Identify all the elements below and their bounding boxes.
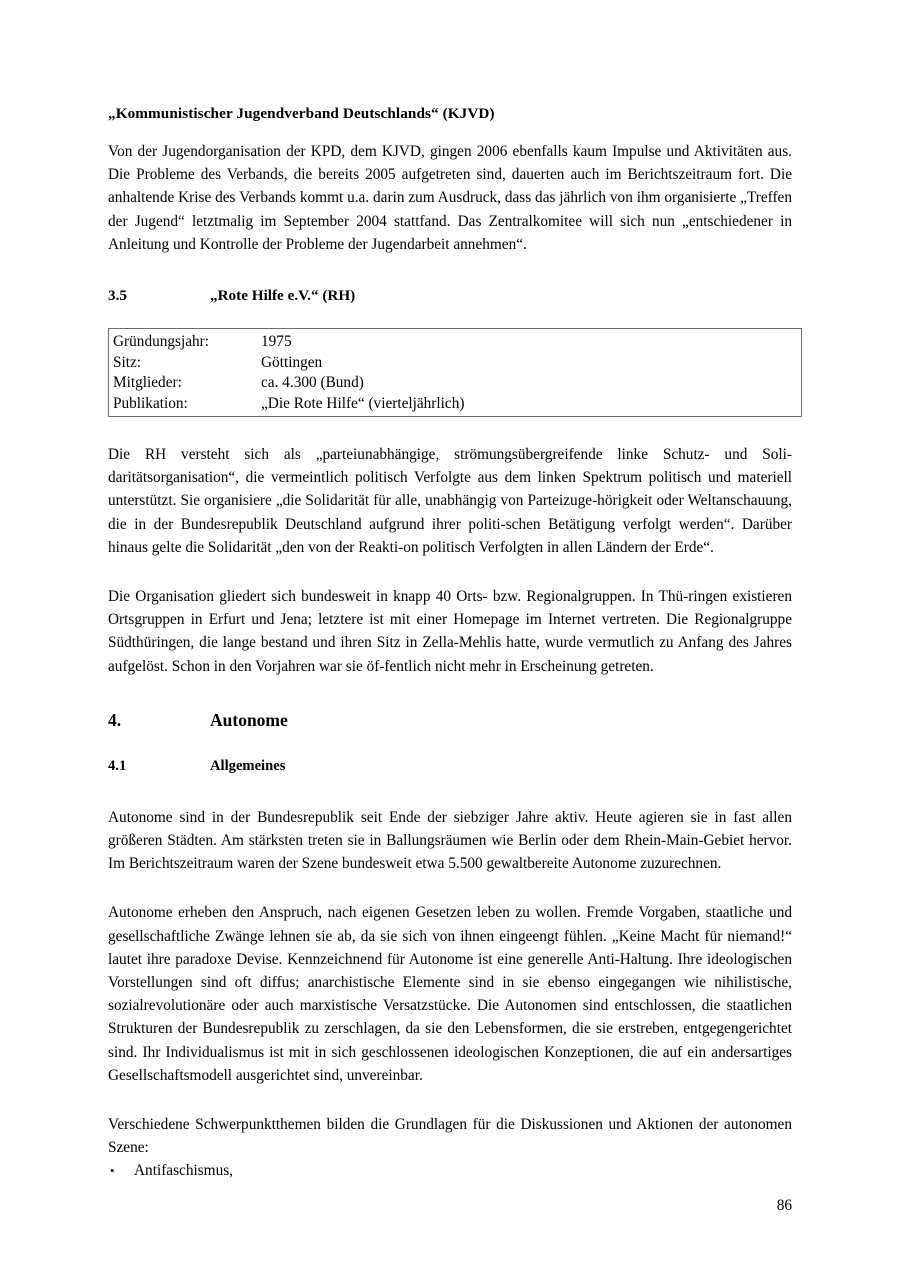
bullet-icon: • (110, 1163, 115, 1179)
heading-rote-hilfe-text: „Rote Hilfe e.V.“ (RH) (210, 287, 356, 305)
autonome-schwerpunkt-list (108, 1159, 792, 1182)
spacer (108, 306, 792, 328)
table-cell-label: Sitz: (113, 353, 142, 371)
table-cell-value: „Die Rote Hilfe“ (vierteljährlich) (261, 394, 465, 412)
spacer (108, 417, 792, 443)
paragraph-kjvd: Von der Jugendorganisation der KPD, dem KJVD, gingen 2006 ebenfalls kaum Impulse und Aktivitäten aus. Die Probleme des Verbands, die bereits 2005 aufgetreten sind, dauerten auch im Berichtszeitraum fort. Die anhaltende Krise des Verbands kommt u.a. darin zum Ausdruck, dass das jährlich von ihm organisierte „Treffen der Jugend“ letztmalig im September 2004 stattfand. Das Zentralkomitee will sich nun „entschiedener in Anleitung und Kontrolle der Probleme der Jugendarbeit annehmen“. (108, 143, 792, 253)
paragraph-autonome-schwerpunkte: Verschiedene Schwerpunktthemen bilden die Grundlagen für die Diskussionen und Aktionen der autonomen Szene: (108, 1116, 792, 1157)
table-cell-label: Mitglieder: (113, 374, 182, 392)
heading-rote-hilfe (108, 286, 792, 306)
heading-allgemeines (108, 756, 792, 776)
page-content (108, 104, 792, 1214)
list-item-label: Antifaschismus, (134, 1162, 233, 1180)
spacer (108, 776, 792, 806)
paragraph-rh-selbstverstaendnis: Die RH versteht sich als „parteiunabhängige, strömungsübergreifende linke Schutz- und Soli-daritätsorganisation“, die vermeintlich politisch Verfolgte aus dem linken Spektrum politisch und materiell unterstützt. Sie organisiere „die Solidarität für alle, unabhängig von Parteizuge-hörigkeit oder Weltanschauung, die in der Bundesrepublik Deutschland aufgrund ihrer politi-schen Betätigung verfolgt werden“. Darüber hinaus gelte die Solidarität „den von der Reakti-on politisch Verfolgten in allen Ländern der Erde“. (108, 446, 792, 556)
table-row (109, 373, 801, 394)
heading-autonome (108, 708, 792, 732)
table-cell-value: ca. 4.300 (Bund) (261, 374, 364, 392)
table-row (109, 332, 801, 353)
table-cell-label: Publikation: (113, 394, 188, 412)
heading-autonome-text: Autonome (210, 709, 288, 730)
spacer (108, 1087, 792, 1113)
spacer (108, 256, 792, 286)
heading-allgemeines-number: 4.1 (108, 757, 127, 774)
page-number: 86 (776, 1197, 792, 1214)
spacer (108, 875, 792, 901)
heading-rote-hilfe-number: 3.5 (108, 287, 127, 305)
heading-allgemeines-text: Allgemeines (210, 757, 286, 774)
list-item (108, 1159, 792, 1182)
heading-kjvd: „Kommunistischer Jugendverband Deutschlands“ (KJVD) (108, 105, 495, 122)
table-row (109, 353, 801, 374)
table-row (109, 394, 801, 415)
table-cell-value: Göttingen (261, 353, 323, 371)
spacer (108, 559, 792, 585)
paragraph-autonome-aktiv: Autonome sind in der Bundesrepublik seit Ende der siebziger Jahre aktiv. Heute agieren sie in fast allen größeren Städten. Am stärksten treten sie in Ballungsräumen wie Berlin oder dem Rhein-Main-Gebiet hervor. Im Berichtszeitraum waren der Szene bundesweit etwa 5.500 gewaltbereite Autonome zuzurechnen. (108, 808, 792, 873)
spacer (108, 678, 792, 708)
rote-hilfe-fact-table (108, 328, 802, 417)
paragraph-rh-organisation: Die Organisation gliedert sich bundesweit in knapp 40 Orts- bzw. Regionalgruppen. In Thü-ringen existieren Ortsgruppen in Erfurt und Jena; letztere ist mit einer Homepage im Internet vertreten. Die Regionalgruppe Südthüringen, die lange bestand und ihren Sitz in Zella-Mehlis hatte, wurde vermutlich zu Anfang des Jahres aufgelöst. Schon in den Vorjahren war sie öf-fentlich nicht mehr in Erscheinung getreten. (108, 588, 792, 675)
heading-autonome-number: 4. (108, 709, 122, 730)
table-cell-label: Gründungsjahr: (113, 333, 210, 351)
spacer (108, 732, 792, 756)
paragraph-autonome-anspruch: Autonome erheben den Anspruch, nach eigenen Gesetzen leben zu wollen. Fremde Vorgaben, staatliche und gesellschaftliche Zwänge lehnen sie ab, da sie sich von ihnen eingeengt fühlen. „Keine Macht für niemand!“ lautet ihre paradoxe Devise. Kennzeichnend für Autonome ist eine generelle Anti-Haltung. Ihre ideologischen Vorstellungen sind oft diffus; anarchistische Elemente sind in sie ebenso eingegangen wie nihilistische, sozialrevolutionäre oder auch marxistische Versatzstücke. Die Autonomen sind entschlossen, die staatlichen Strukturen der Bundesrepublik zu zerschlagen, da sie den Lebensformen, die sie erstreben, entgegengerichtet sind. Ihr Individualismus ist mit in sich geschlossenen ideologischen Konzeptionen, die auf ein andersartiges Gesellschaftsmodell ausgerichtet sind, unvereinbar. (108, 904, 792, 1084)
table-cell-value: 1975 (261, 333, 292, 351)
